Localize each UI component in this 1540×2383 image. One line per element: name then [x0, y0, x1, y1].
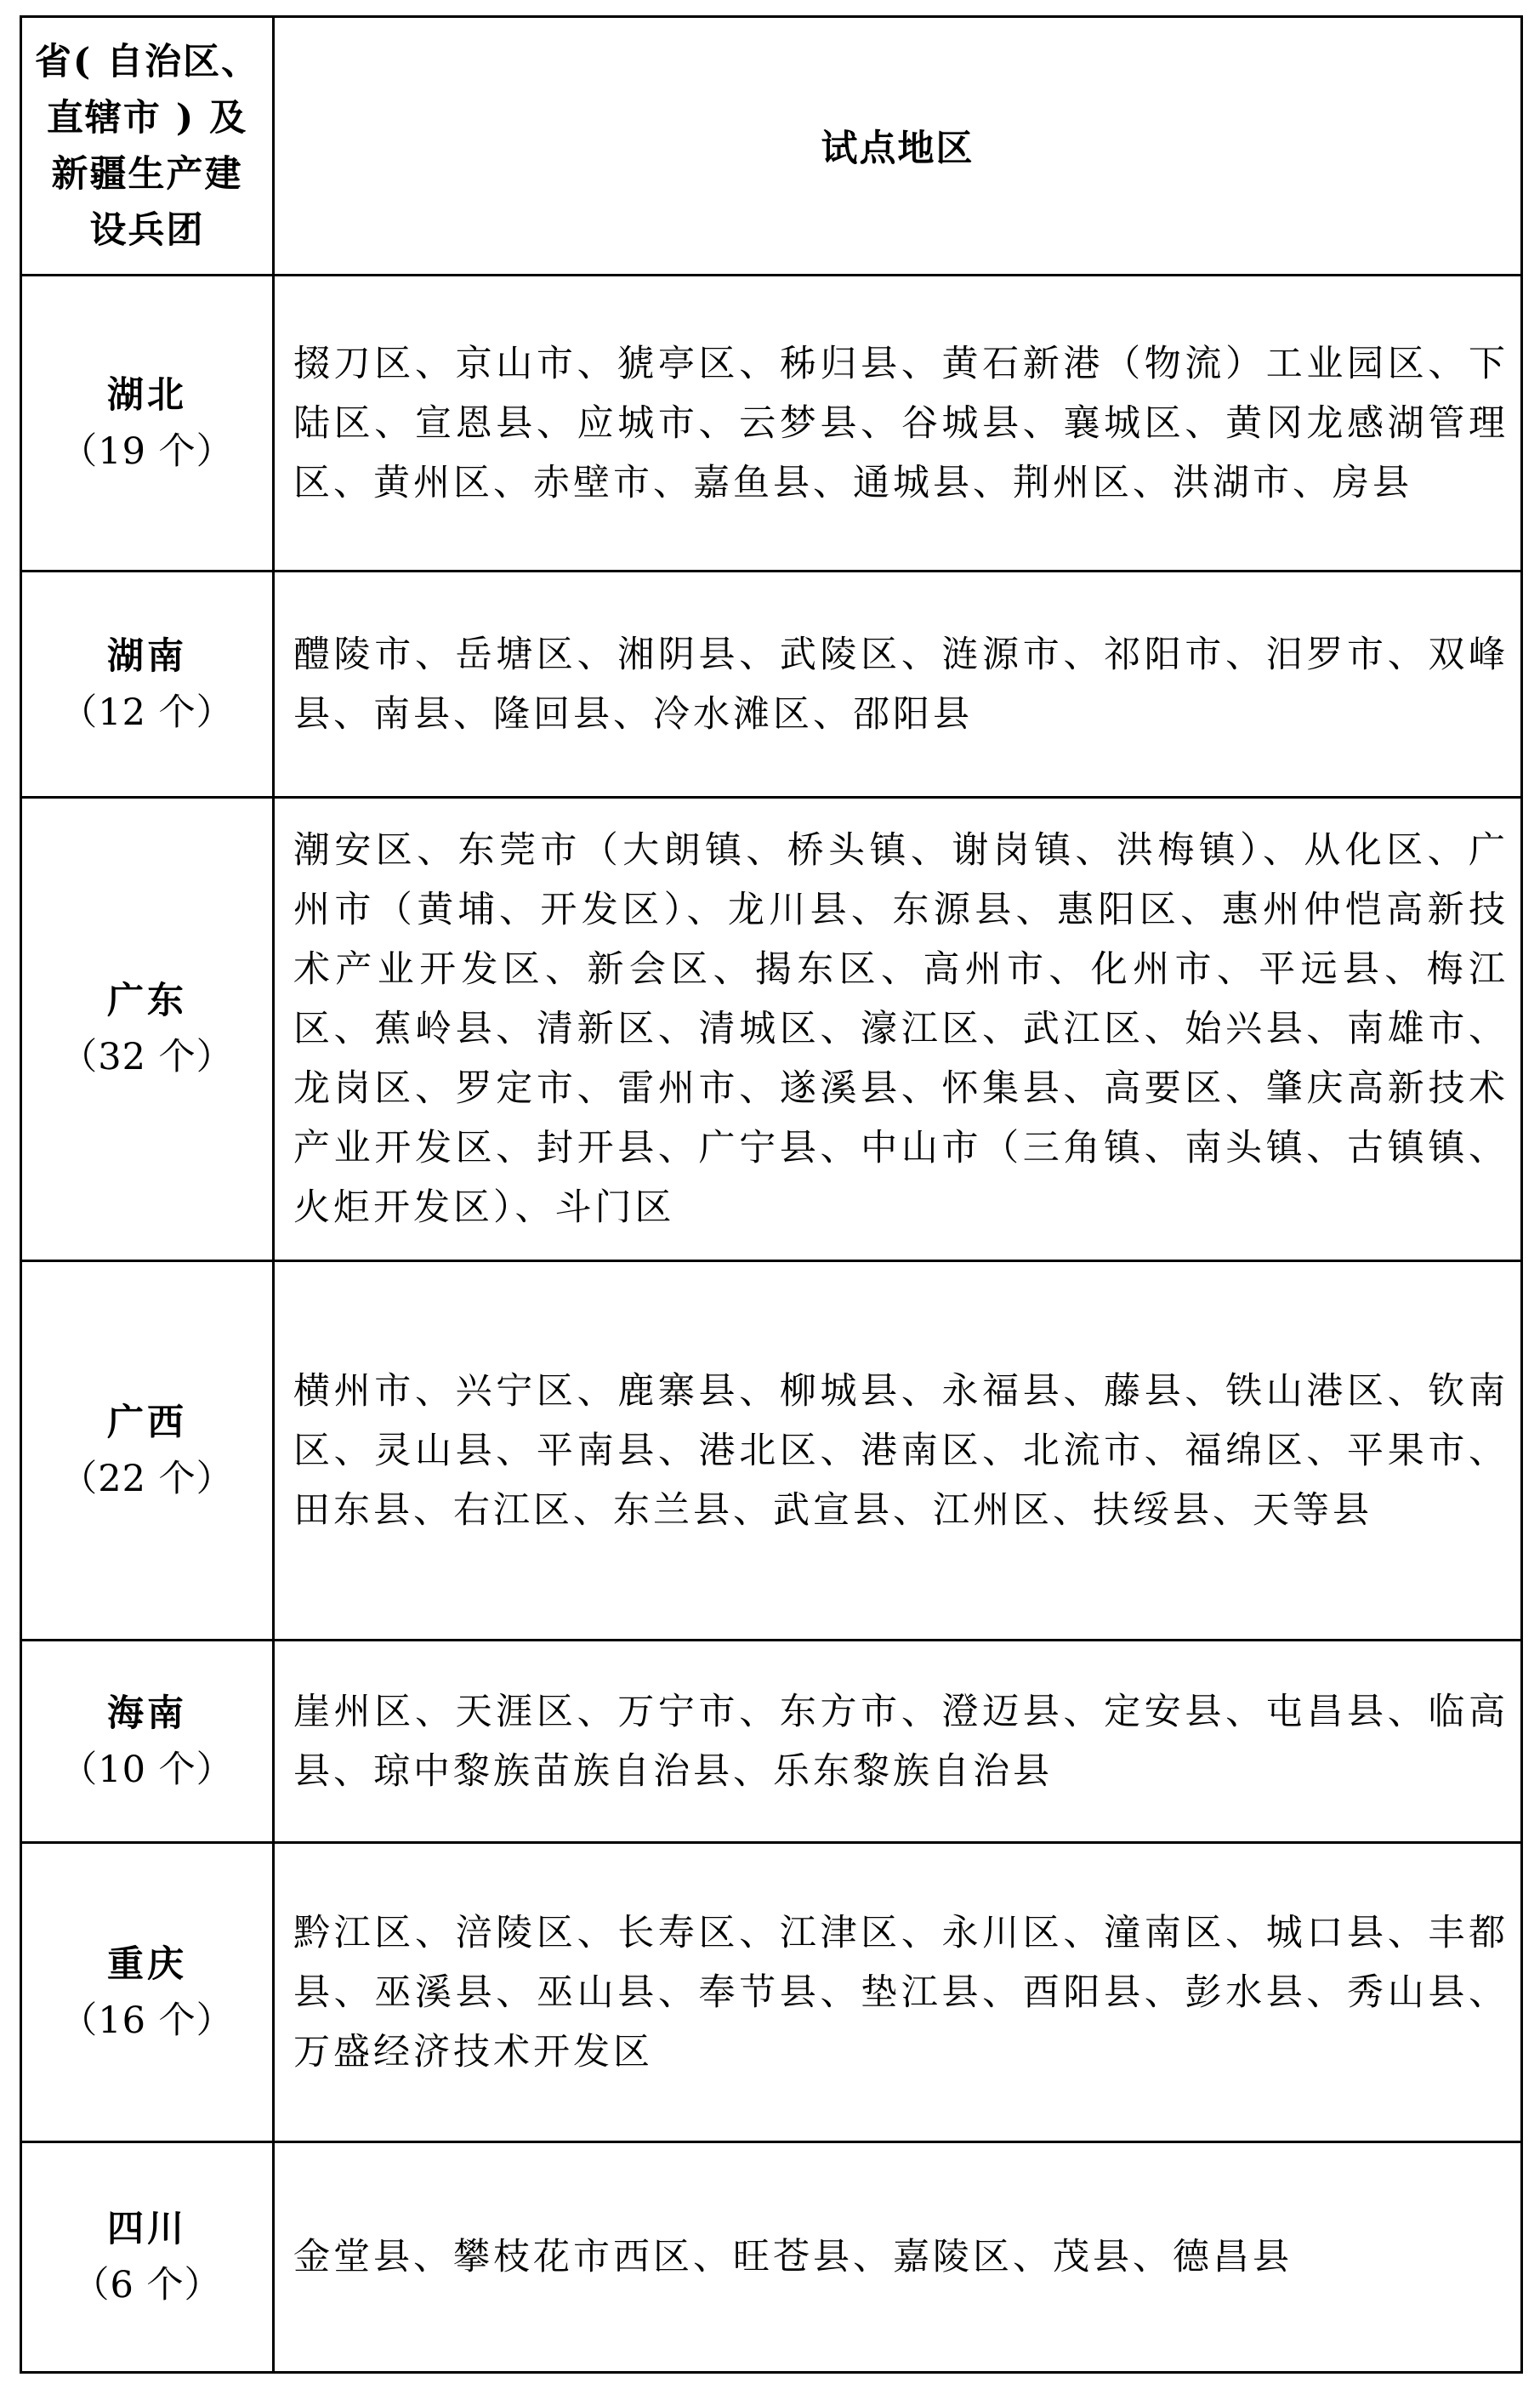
province-name: 重庆 — [107, 1942, 187, 1986]
province-count: （6 个） — [72, 2264, 222, 2306]
pilot-areas-cell: 醴陵市、岳塘区、湘阴县、武陵区、涟源市、祁阳市、汨罗市、双峰县、南县、隆回县、冷水滩区、邵阳县 — [274, 572, 1522, 798]
province-header-line: 新疆生产建 — [51, 152, 243, 196]
table-row — [21, 1261, 1522, 1641]
province-count: （22 个） — [60, 1457, 234, 1500]
province-count: （12 个） — [60, 691, 234, 734]
province-count: （19 个） — [60, 429, 234, 473]
pilot-areas-cell: 潮安区、东莞市（大朗镇、桥头镇、谢岗镇、洪梅镇）、从化区、广州市（黄埔、开发区）、龙川县、东源县、惠阳区、惠州仲恺高新技术产业开发区、新会区、揭东区、高州市、化州市、平远县、梅江区、蕉岭县、清新区、清城区、濠江区、武江区、始兴县、南雄市、龙岗区、罗定市、雷州市、遂溪县、怀集县、高要区、肇庆高新技术产业开发区、封开县、广宁县、中山市（三角镇、南头镇、古镇镇、火炬开发区）、斗门区 — [274, 798, 1522, 1261]
province-name: 四川 — [107, 2208, 187, 2250]
province-count: （16 个） — [60, 1999, 234, 2042]
table-header-row — [21, 17, 1522, 276]
province-cell — [21, 1641, 274, 1843]
table-row — [21, 276, 1522, 572]
province-count: （10 个） — [60, 1748, 234, 1791]
province-name: 广西 — [107, 1401, 187, 1444]
table-row — [21, 2142, 1522, 2373]
province-header-line: 直辖市 ) 及 — [46, 96, 248, 139]
province-name: 湖南 — [107, 634, 187, 678]
province-header-line: 设兵团 — [89, 208, 205, 252]
table-row — [21, 798, 1522, 1261]
province-name: 湖北 — [107, 373, 187, 417]
pilot-areas-table — [20, 15, 1523, 2374]
province-name: 海南 — [107, 1692, 187, 1735]
province-cell — [21, 1843, 274, 2142]
area-column-header: 试点地区 — [274, 17, 1522, 276]
pilot-areas-cell: 横州市、兴宁区、鹿寨县、柳城县、永福县、藤县、铁山港区、钦南区、灵山县、平南县、港北区、港南区、北流市、福绵区、平果市、田东县、右江区、东兰县、武宣县、江州区、扶绥县、天等县 — [274, 1261, 1522, 1641]
province-header-line: 省( 自治区、 — [34, 40, 260, 83]
province-cell — [21, 572, 274, 798]
pilot-areas-cell: 掇刀区、京山市、猇亭区、秭归县、黄石新港（物流）工业园区、下陆区、宣恩县、应城市、云梦县、谷城县、襄城区、黄冈龙感湖管理区、黄州区、赤壁市、嘉鱼县、通城县、荆州区、洪湖市、房县 — [274, 276, 1522, 572]
table-row — [21, 1641, 1522, 1843]
pilot-areas-cell: 黔江区、涪陵区、长寿区、江津区、永川区、潼南区、城口县、丰都县、巫溪县、巫山县、奉节县、垫江县、酉阳县、彭水县、秀山县、万盛经济技术开发区 — [274, 1843, 1522, 2142]
table-row — [21, 1843, 1522, 2142]
province-cell — [21, 276, 274, 572]
table-row — [21, 572, 1522, 798]
province-cell — [21, 2142, 274, 2373]
province-count: （32 个） — [60, 1036, 234, 1078]
province-cell — [21, 798, 274, 1261]
pilot-areas-cell: 金堂县、攀枝花市西区、旺苍县、嘉陵区、茂县、德昌县 — [274, 2142, 1522, 2373]
province-cell — [21, 1261, 274, 1641]
pilot-areas-cell: 崖州区、天涯区、万宁市、东方市、澄迈县、定安县、屯昌县、临高县、琼中黎族苗族自治县、乐东黎族自治县 — [274, 1641, 1522, 1843]
province-column-header — [21, 17, 274, 276]
province-name: 广东 — [107, 980, 187, 1022]
